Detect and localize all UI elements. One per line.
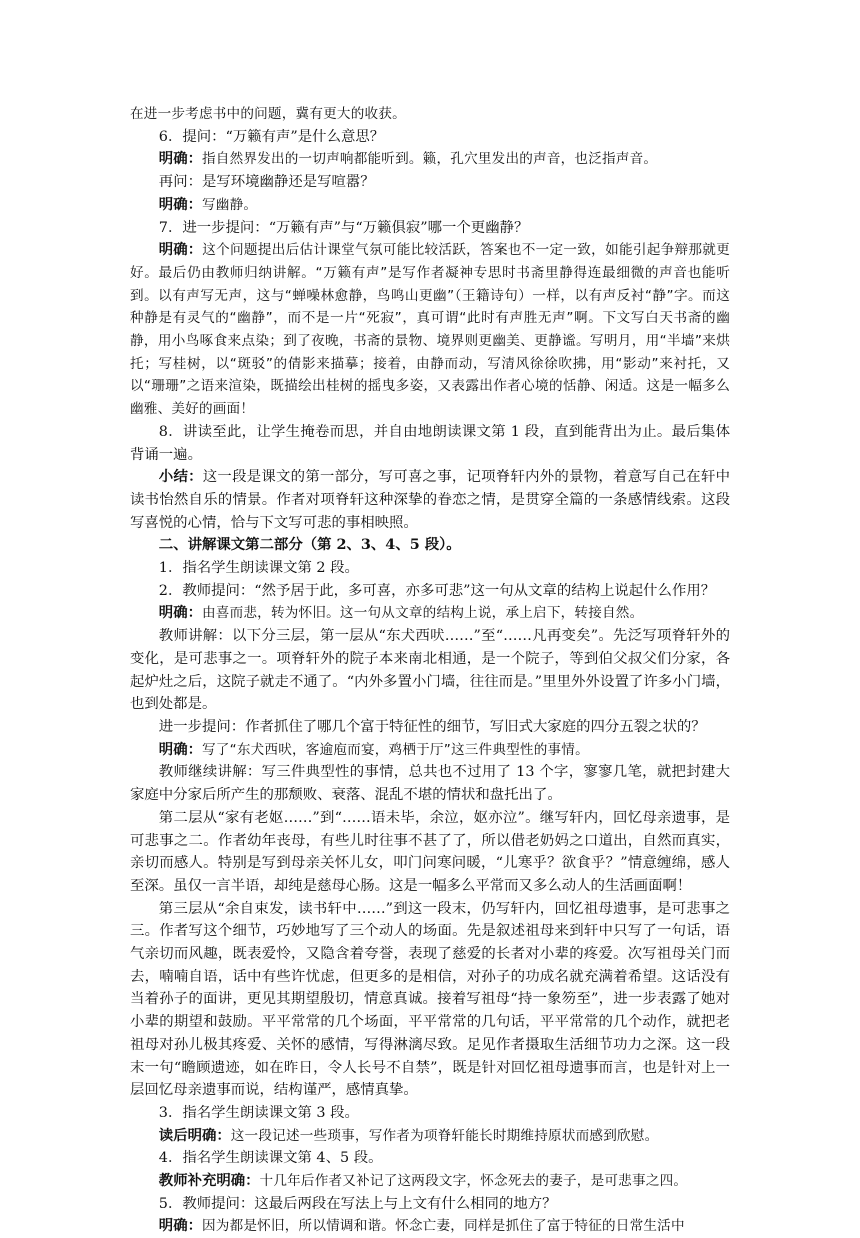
- paragraph-p20: [130, 1102, 730, 1125]
- paragraph-p09: [130, 466, 730, 534]
- paragraph-p01: [130, 103, 730, 126]
- paragraph-label: 明确：: [158, 604, 202, 622]
- paragraph-text: 第二层从“家有老妪……”到“……语未毕，余泣，妪亦泣”。继写轩内，回忆母亲遗事，是可悲事之二。作者幼年丧母，有些儿时往事不甚了了，所以借老奶妈之口道出，自然而真实，亲切而感人。特别是写到母亲关怀儿女，叩门问寒问暖，“儿寒乎？欲食乎？”情意缠绵，感人至深。虽仅一言半语，却纯是慈母心肠。这是一幅多么平常而又多么动人的生活画面啊！: [130, 809, 730, 894]
- paragraph-text: 指自然界发出的一切声响都能听到。籁，孔穴里发出的声音，也泛指声音。: [201, 151, 658, 168]
- paragraph-label: 明确：: [158, 195, 202, 213]
- paragraph-text: 这一段是课文的第一部分，写可喜之事，记项脊轩内外的景物，着意写自己在轩中读书怡然自乐的情景。作者对项脊轩这种深挚的眷恋之情，是贯穿全篇的一条感情线索。这段写喜悦的心情，恰与下文写可悲的事相映照。: [130, 469, 730, 531]
- paragraph-text: 第三层从“余自束发，读书轩中……”到这一段末，仍写轩内，回忆祖母遗事，是可悲事之三。作者写这个细节，巧妙地写了三个动人的场面。先是叙述祖母来到轩中只写了一句话，语气亲切而风趣，既表爱怜，又隐含着夸誉，表现了慈爱的长者对小辈的疼爱。次写祖母关门而去，喃喃自语，话中有些许忧虑，但更多的是相信，对孙子的功成名就充满着希望。这话没有当着孙子的面讲，更见其期望殷切，情意真诚。接着写祖母“持一象笏至”，进一步表露了她对小辈的期望和鼓励。平平常常的几个场面，平平常常的几句话，平平常常的几个动作，就把老祖母对孙儿极其疼爱、关怀的感情，写得淋漓尽致。足见作者摄取生活细节功力之深。这一段末一句“瞻顾遗迹，如在昨日，令人长号不自禁”，既是针对回忆祖母遗事而言，也是针对上一层回忆母亲遗事而说，结构谨严，感情真挚。: [130, 900, 730, 1099]
- paragraph-label: 小结：: [158, 468, 203, 486]
- document-page: [130, 103, 730, 1238]
- paragraph-text: 再问：是写环境幽静还是写喧嚣？: [158, 174, 375, 191]
- paragraph-text: 因为都是怀旧，所以情调和谐。怀念亡妻，同样是抓住了富于特征的日常生活中: [201, 1218, 685, 1235]
- paragraph-p19: [130, 898, 730, 1102]
- paragraph-label: 教师补充明确：: [158, 1172, 260, 1190]
- paragraph-text: 写幽静。: [201, 196, 258, 213]
- paragraph-text: 6．提问：“万籁有声”是什么意思？: [158, 128, 385, 145]
- paragraph-text: 7．进一步提问：“万籁有声”与“万籁俱寂”哪一个更幽静？: [158, 219, 529, 236]
- paragraph-text: 5．教师提问：这最后两段在写法上与上文有什么相同的地方？: [158, 1195, 557, 1212]
- paragraph-text: 教师继续讲解：写三件典型性的事情，总共也不过用了 13 个字，寥寥几笔，就把封建大家庭中分家后所产生的那颓败、衰落、混乱不堪的情状和盘托出了。: [130, 764, 730, 804]
- paragraph-p02: [130, 126, 730, 149]
- paragraph-p04: [130, 171, 730, 194]
- paragraph-p11: [130, 557, 730, 580]
- paragraph-text: 写了“东犬西吠，客逾庖而宴，鸡栖于厅”这三件典型性的事情。: [201, 741, 589, 758]
- paragraph-text: 教师讲解：以下分三层，第一层从“东犬西吠……”至“……凡再变矣”。先泛写项脊轩外的变化，是可悲事之一。项脊轩外的院子本来南北相通，是一个院子，等到伯父叔父们分家，各起炉灶之后，这院子就走不通了。“内外多置小门墙，往往而是。”里里外外设置了许多小门墙，也到处都是。: [130, 628, 730, 713]
- paragraph-p15: [130, 716, 730, 739]
- paragraph-p17: [130, 761, 730, 806]
- paragraph-p08: [130, 421, 730, 466]
- paragraph-text: 由喜而悲，转为怀旧。这一句从文章的结构上说，承上启下，转接自然。: [201, 605, 644, 622]
- paragraph-text: 这一段记述一些琐事，写作者为项脊轩能长时期维持原状而感到欣慰。: [230, 1127, 659, 1144]
- paragraph-p13: [130, 602, 730, 625]
- paragraph-text: 3．指名学生朗读课文第 3 段。: [158, 1104, 359, 1121]
- paragraph-text: 1．指名学生朗读课文第 2 段。: [158, 560, 359, 577]
- paragraph-p06: [130, 217, 730, 240]
- paragraph-label: 明确：: [158, 1217, 202, 1235]
- paragraph-text: 这个问题提出后估计课堂气氛可能比较活跃，答案也不一定一致，如能引起争辩那就更好。最后仍由教师归纳讲解。“万籁有声”是写作者凝神专思时书斋里静得连最细微的声音也能听到。以有声写无声，这与“蝉噪林愈静，鸟鸣山更幽”（王籍诗句）一样，以有声反衬“静”字。而这种静是有灵气的“幽静”，而不是一片“死寂”，真可谓“此时有声胜无声”啊。下文写白天书斋的幽静，用小鸟啄食来点染；到了夜晚，书斋的景物、境界则更幽美、更静谧。写明月，用“半墙”来烘托；写桂树，以“斑驳”的倩影来描摹；接着，由静而动，写清风徐徐吹拂，用“影动”来衬托，又以“珊珊”之语来渲染，既描绘出桂树的摇曳多姿，又表露出作者心境的恬静、闲适。这是一幅多么幽雅、美好的画面！: [130, 242, 730, 418]
- paragraph-text: 8．讲读至此，让学生掩卷而思，并自由地朗读课文第 1 段，直到能背出为止。最后集体背诵一遍。: [130, 423, 730, 463]
- paragraph-text: 4．指名学生朗读课文第 4、5 段。: [158, 1150, 383, 1167]
- paragraph-p18: [130, 807, 730, 898]
- paragraph-p03: [130, 148, 730, 171]
- paragraph-label: 二、讲解课文第二部分（第 2、3、4、5 段）。: [158, 536, 461, 554]
- paragraph-text: 十几年后作者又补记了这两段文字，怀念死去的妻子，是可悲事之四。: [259, 1173, 688, 1190]
- paragraph-text: 在进一步考虑书中的问题，冀有更大的收获。: [130, 106, 406, 122]
- paragraph-label: 明确：: [158, 150, 202, 168]
- paragraph-text: 2．教师提问：“然予居于此，多可喜，亦多可悲”这一句从文章的结构上说起什么作用？: [158, 582, 716, 599]
- paragraph-p12: [130, 580, 730, 603]
- paragraph-label: 读后明确：: [158, 1126, 231, 1144]
- paragraph-p10: [130, 534, 730, 557]
- paragraph-p22: [130, 1147, 730, 1170]
- paragraph-label: 明确：: [158, 241, 203, 259]
- paragraph-p25: [130, 1215, 730, 1238]
- paragraph-p16: [130, 739, 730, 762]
- paragraph-p07: [130, 239, 730, 421]
- paragraph-p23: [130, 1170, 730, 1193]
- paragraph-text: 进一步提问：作者抓住了哪几个富于特征性的细节，写旧式大家庭的四分五裂之状的？: [158, 718, 706, 735]
- paragraph-p05: [130, 194, 730, 217]
- paragraph-p24: [130, 1193, 730, 1216]
- paragraph-p21: [130, 1125, 730, 1148]
- paragraph-p14: [130, 625, 730, 716]
- paragraph-label: 明确：: [158, 740, 202, 758]
